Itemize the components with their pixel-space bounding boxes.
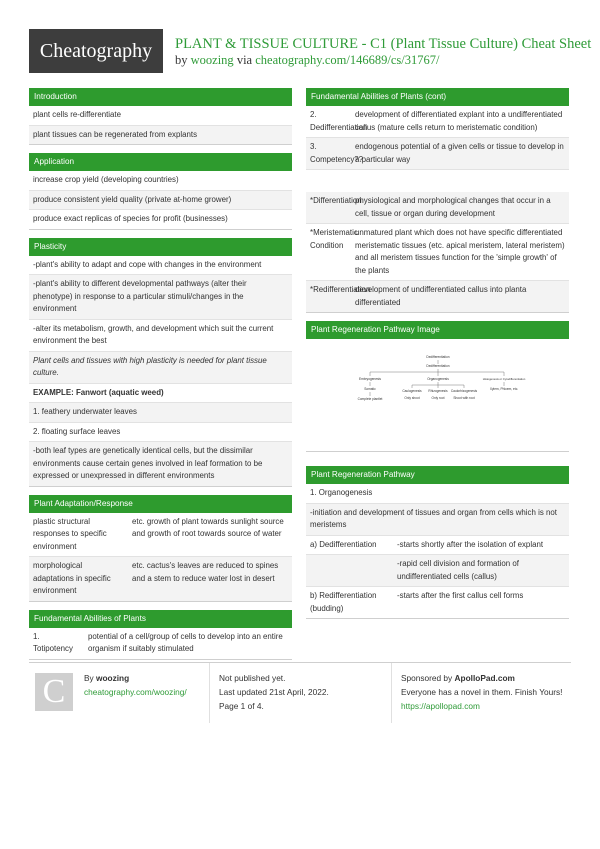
section-pathway-image bbox=[306, 321, 569, 452]
list-item: -plant's ability to different developmental pathways (alter their phenotype) in response to a particular stimuli/changes in the environment bbox=[29, 275, 292, 320]
section-heading: Fundamental Abilities of Plants bbox=[29, 610, 292, 628]
footer-by-label: By bbox=[84, 673, 94, 683]
pathway-diagram bbox=[356, 352, 525, 438]
section-heading: Plant Adaptation/Response bbox=[29, 495, 292, 513]
diagram-label-top: Dedifferentiation bbox=[425, 355, 450, 359]
footer-page: Page 1 of 4. bbox=[219, 701, 264, 711]
list-item: plant cells re-differentiate bbox=[29, 106, 292, 126]
footer-author-link[interactable]: cheatography.com/woozing/ bbox=[84, 687, 187, 697]
footer-sponsor-name[interactable]: ApolloPad.com bbox=[454, 673, 515, 683]
diagram-label-somatic: Somatic bbox=[363, 387, 376, 391]
sheet-url-link[interactable]: cheatography.com/146689/cs/31767/ bbox=[255, 53, 440, 67]
diagram-label-only-shoot: Only shoot bbox=[403, 396, 420, 400]
section-heading: Plasticity bbox=[29, 238, 292, 256]
definition-cell: endogenous potential of a given cells or tissue to develop in a particular way bbox=[355, 142, 564, 164]
definition-cell: physiological and morphological changes that occur in a cell, tissue or organ during development bbox=[355, 196, 551, 218]
list-item: 1. Organogenesis bbox=[306, 484, 569, 504]
definition-cell: development of differentiated explant into a undifferentiated callus (mature cells return to meristematic condition) bbox=[355, 110, 563, 132]
pathway-diagram-container bbox=[306, 339, 569, 451]
term-cell: a) Dedifferentiation bbox=[310, 539, 377, 549]
footer-author[interactable]: woozing bbox=[96, 673, 130, 683]
by-label: by bbox=[175, 53, 188, 67]
spacer bbox=[306, 170, 569, 192]
diagram-label-xylem-phloem: Xylem, Phloem, etc. bbox=[489, 387, 518, 391]
table-row bbox=[306, 536, 569, 556]
list-item: 2. floating surface leaves bbox=[29, 423, 292, 443]
section-heading: Plant Regeneration Pathway Image bbox=[306, 321, 569, 339]
definition-cell: -starts shortly after the isolation of explant bbox=[397, 539, 544, 549]
table-row bbox=[306, 106, 569, 138]
left-column bbox=[29, 88, 292, 668]
right-column bbox=[306, 88, 569, 627]
diagram-label-only-root: Only root bbox=[431, 396, 444, 400]
definition-cell: -rapid cell division and formation of undifferentiated cells (callus) bbox=[397, 559, 519, 581]
table-row bbox=[306, 281, 569, 312]
list-item: -initiation and development of tissues and organ from cells which is not meristems bbox=[306, 504, 569, 536]
term-cell: 3. Competency?? bbox=[310, 142, 364, 164]
author-link[interactable]: woozing bbox=[190, 53, 234, 67]
diagram-label-embryogenesis: Embryogenesis bbox=[358, 377, 381, 381]
diagram-label-caulogenesis: Caulogenesis bbox=[401, 389, 422, 393]
section-regeneration-pathway bbox=[306, 466, 569, 619]
definition-cell: potential of a cell/group of cells to develop into an entire organism if suitably stimulated bbox=[88, 631, 283, 653]
footer-author-block bbox=[84, 671, 187, 699]
table-row bbox=[306, 192, 569, 224]
diagram-label-histogenesis: Histogenesis or Cytodifferentiation bbox=[482, 377, 525, 381]
diagram-label-shoot-with-root: Shoot with root bbox=[452, 396, 475, 400]
term-cell: morphological adaptations in specific environment bbox=[33, 561, 111, 595]
table-row bbox=[306, 587, 569, 618]
term-cell: 2. Dedifferentiation bbox=[310, 110, 368, 132]
term-cell: *Redifferentiation bbox=[310, 285, 371, 294]
diagram-label-rhizogenesis: Rhizogenesis bbox=[427, 389, 448, 393]
definition-cell: development of undifferentiated callus into planta differentiated bbox=[355, 285, 527, 307]
term-cell: 1. Totipotency bbox=[33, 631, 73, 653]
section-application bbox=[29, 153, 292, 230]
table-row bbox=[306, 555, 569, 587]
footer-sponsor-block bbox=[401, 671, 571, 713]
term-cell: *Differentiation bbox=[310, 196, 362, 205]
sheet-title: PLANT & TISSUE CULTURE - C1 (Plant Tissue Culture) Cheat Sheet bbox=[175, 36, 592, 52]
list-item: produce exact replicas of species for profit (businesses) bbox=[33, 214, 228, 223]
example-heading: EXAMPLE: Fanwort (aquatic weed) bbox=[29, 384, 292, 404]
table-row bbox=[306, 138, 569, 170]
term-cell: plastic structural responses to specific environment bbox=[33, 516, 107, 551]
footer-updated: Last updated 21st April, 2022. bbox=[219, 687, 329, 697]
section-heading: Application bbox=[29, 153, 292, 171]
definition-cell: etc. growth of plant towards sunlight source and growth of root towards source of water bbox=[132, 516, 284, 538]
table-row bbox=[29, 557, 292, 601]
list-item: produce consistent yield quality (private at-home grower) bbox=[29, 191, 292, 211]
footer-publish-block bbox=[219, 671, 329, 713]
term-cell bbox=[306, 555, 393, 586]
section-fundamental-abilities bbox=[29, 610, 292, 660]
section-fundamental-abilities-cont bbox=[306, 88, 569, 313]
list-item: plant tissues can be regenerated from explants bbox=[29, 126, 292, 145]
byline bbox=[175, 53, 439, 68]
footer-divider bbox=[391, 663, 392, 723]
list-item: -plant's ability to adapt and cope with changes in the environment bbox=[29, 256, 292, 276]
italic-note: Plant cells and tissues with high plasticity is needed for plant tissue culture. bbox=[29, 352, 292, 384]
section-introduction bbox=[29, 88, 292, 145]
page-footer bbox=[29, 662, 571, 711]
section-heading: Plant Regeneration Pathway bbox=[306, 466, 569, 484]
table-row bbox=[29, 628, 292, 659]
footer-tagline: Everyone has a novel in them. Finish Yours! bbox=[401, 687, 563, 697]
section-heading: Introduction bbox=[29, 88, 292, 106]
footer-divider bbox=[209, 663, 210, 723]
diagram-label-top2: Dedifferentiation bbox=[425, 364, 450, 368]
section-plant-adaptation bbox=[29, 495, 292, 602]
definition-cell: unmatured plant which does not have specific differentiated meristematic tissues (etc. apical meristem, lateral meristem) and all meristem tissues function for the 'simple growth' of the plants bbox=[355, 228, 565, 275]
section-heading: Fundamental Abilities of Plants (cont) bbox=[306, 88, 569, 106]
footer-published: Not published yet. bbox=[219, 673, 286, 683]
footer-sponsor-link[interactable]: https://apollopad.com bbox=[401, 701, 480, 711]
diagram-label-organogenesis: Organogenesis bbox=[426, 377, 449, 381]
list-item: -both leaf types are genetically identical cells, but the dissimilar environments cause certain genes involved in leaf formation to be expressed or unexpressed in different environments bbox=[29, 442, 292, 486]
definition-cell: -starts after the first callus cell forms bbox=[397, 591, 524, 600]
table-row bbox=[29, 513, 292, 558]
term-cell: b) Redifferentiation (budding) bbox=[310, 591, 377, 613]
cheatography-c-icon: C bbox=[35, 673, 73, 711]
diagram-label-caulorhizogenesis: Caulorhizogenesis bbox=[450, 389, 477, 393]
footer-sponsor-label: Sponsored by bbox=[401, 673, 453, 683]
table-row bbox=[306, 224, 569, 281]
list-item: -alter its metabolism, growth, and development which suit the current environment the best bbox=[29, 320, 292, 352]
term-cell: *Meristematic Condition bbox=[310, 228, 358, 250]
list-item: 1. feathery underwater leaves bbox=[29, 403, 292, 423]
diagram-label-complete-plantlet: Complete plantlet bbox=[357, 397, 382, 401]
via-label: via bbox=[236, 53, 253, 67]
list-item: increase crop yield (developing countries) bbox=[29, 171, 292, 191]
cheatography-logo[interactable]: Cheatography bbox=[29, 29, 163, 73]
definition-cell: etc. cactus's leaves are reduced to spines and a stem to reduce water lost in desert bbox=[132, 561, 279, 583]
section-plasticity bbox=[29, 238, 292, 487]
